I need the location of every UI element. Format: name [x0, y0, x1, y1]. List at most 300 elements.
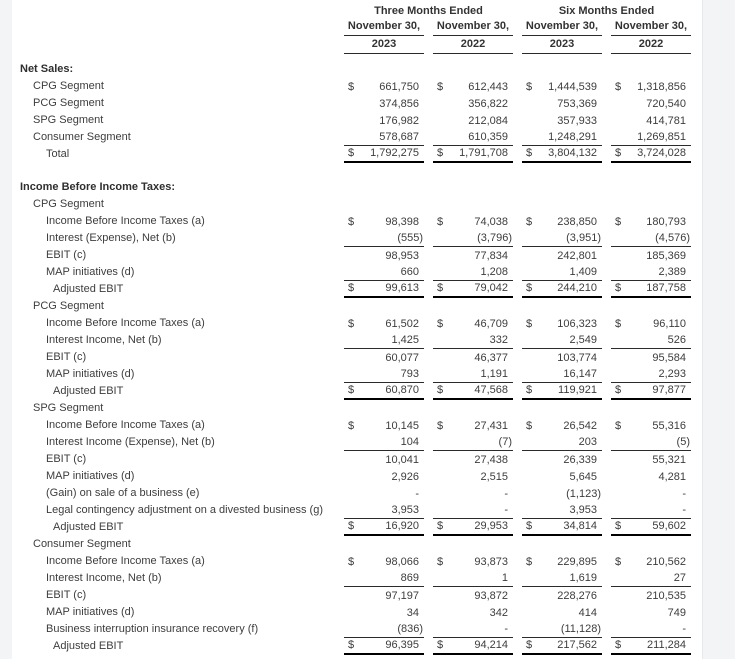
- value-cell: [433, 536, 513, 553]
- cell-value: 106,323: [557, 318, 597, 330]
- value-cell: [344, 112, 424, 129]
- value-cell: [522, 536, 602, 553]
- value-cell: [433, 621, 513, 638]
- table-row: [20, 587, 691, 604]
- cell-value: 93,873: [474, 556, 508, 568]
- currency-symbol: $: [437, 384, 444, 396]
- cell-value: (7): [498, 436, 512, 448]
- value-cell: [433, 587, 513, 604]
- value-cell: [611, 281, 691, 298]
- table-row: [20, 434, 691, 451]
- value-cell: [522, 485, 602, 502]
- value-cell: [522, 638, 602, 655]
- row-label: EBIT (c): [46, 249, 87, 261]
- table-row: [20, 638, 691, 655]
- currency-symbol: $: [437, 216, 444, 228]
- cell-value: -: [682, 623, 686, 635]
- row-label: Total: [46, 148, 70, 160]
- cell-value: 356,822: [468, 98, 508, 110]
- value-cell: [522, 587, 602, 604]
- value-cell: [433, 570, 513, 587]
- row-label: CPG Segment: [33, 80, 104, 92]
- table-row: [20, 112, 691, 129]
- currency-symbol: $: [526, 216, 533, 228]
- row-label: Income Before Income Taxes (a): [46, 317, 205, 329]
- value-cell: [344, 281, 424, 298]
- value-cell: [344, 61, 424, 78]
- currency-symbol: $: [615, 216, 622, 228]
- table-row: [20, 281, 691, 298]
- row-label: Income Before Income Taxes (a): [46, 215, 205, 227]
- section-heading-row: [20, 179, 691, 196]
- column-group-row: [20, 4, 691, 18]
- row-label: Income Before Income Taxes (a): [46, 419, 205, 431]
- cell-value: 526: [667, 334, 686, 346]
- cell-value: 93,872: [474, 590, 508, 602]
- currency-symbol: $: [526, 556, 533, 568]
- cell-value: 27,438: [474, 454, 508, 466]
- segment-heading-row: [20, 196, 691, 213]
- value-cell: [433, 451, 513, 468]
- currency-symbol: $: [348, 520, 355, 532]
- cell-value: 98,953: [385, 250, 419, 262]
- cell-value: 1,409: [569, 266, 597, 278]
- value-cell: [611, 621, 691, 638]
- currency-symbol: $: [615, 147, 622, 159]
- cell-value: 59,602: [652, 520, 686, 532]
- value-cell: [611, 264, 691, 281]
- cell-value: 793: [400, 368, 419, 380]
- cell-value: 869: [400, 572, 419, 584]
- value-cell: [611, 112, 691, 129]
- value-cell: [433, 519, 513, 536]
- section-heading-row: [20, 61, 691, 78]
- row-label: Interest Income (Expense), Net (b): [46, 436, 215, 448]
- currency-symbol: $: [348, 384, 355, 396]
- value-cell: [344, 366, 424, 383]
- value-cell: [344, 485, 424, 502]
- value-cell: [522, 604, 602, 621]
- value-cell: [611, 146, 691, 163]
- value-cell: [611, 451, 691, 468]
- cell-value: 1,269,851: [637, 131, 686, 143]
- cell-value: 242,801: [557, 250, 597, 262]
- value-cell: [433, 146, 513, 163]
- value-cell: [522, 383, 602, 400]
- col-header-date-2: November 30,: [433, 18, 513, 36]
- row-label: Income Before Income Taxes:: [20, 181, 176, 193]
- value-cell: [433, 179, 513, 196]
- currency-symbol: $: [348, 216, 355, 228]
- table-row: [20, 485, 691, 502]
- value-cell: [433, 95, 513, 112]
- row-label: MAP initiatives (d): [46, 266, 135, 278]
- cell-value: 228,276: [557, 590, 597, 602]
- row-label: Adjusted EBIT: [53, 283, 124, 295]
- value-cell: [522, 247, 602, 264]
- cell-value: 210,562: [646, 556, 686, 568]
- value-cell: [522, 196, 602, 213]
- table-row: [20, 519, 691, 536]
- cell-value: 3,953: [391, 504, 419, 516]
- value-cell: [344, 230, 424, 247]
- cell-value: 47,568: [474, 384, 508, 396]
- value-cell: [344, 536, 424, 553]
- col-header-date-4: November 30,: [611, 18, 691, 36]
- value-cell: [611, 434, 691, 451]
- currency-symbol: $: [437, 282, 444, 294]
- col-group-three-months-ended: Three Months Ended: [374, 5, 483, 17]
- value-cell: [433, 553, 513, 570]
- table-row: [20, 502, 691, 519]
- cell-value: 414,781: [646, 115, 686, 127]
- table-row: [20, 621, 691, 638]
- col-header-year-2: 2022: [433, 36, 513, 54]
- value-cell: [611, 349, 691, 366]
- currency-symbol: $: [437, 318, 444, 330]
- value-cell: [522, 349, 602, 366]
- value-cell: [522, 129, 602, 146]
- currency-symbol: $: [615, 318, 622, 330]
- value-cell: [611, 502, 691, 519]
- cell-value: (3,951): [566, 232, 601, 244]
- value-cell: [344, 570, 424, 587]
- cell-value: 29,953: [474, 520, 508, 532]
- row-label: Adjusted EBIT: [53, 385, 124, 397]
- cell-value: 180,793: [646, 216, 686, 228]
- table-row: [20, 553, 691, 570]
- cell-value: 94,214: [474, 639, 508, 651]
- value-cell: [611, 332, 691, 349]
- cell-value: -: [504, 488, 508, 500]
- cell-value: 720,540: [646, 98, 686, 110]
- value-cell: [344, 95, 424, 112]
- cell-value: 212,084: [468, 115, 508, 127]
- value-cell: [433, 196, 513, 213]
- row-label: EBIT (c): [46, 589, 87, 601]
- value-cell: [522, 570, 602, 587]
- currency-symbol: $: [437, 147, 444, 159]
- value-cell: [344, 383, 424, 400]
- cell-value: (836): [397, 623, 423, 635]
- table-row: [20, 349, 691, 366]
- value-cell: [344, 587, 424, 604]
- value-cell: [433, 230, 513, 247]
- currency-symbol: $: [526, 420, 533, 432]
- row-label: SPG Segment: [33, 402, 104, 414]
- value-cell: [522, 366, 602, 383]
- cell-value: 203: [578, 436, 597, 448]
- cell-value: 104: [400, 436, 419, 448]
- cell-value: 5,645: [569, 471, 597, 483]
- currency-symbol: $: [437, 81, 444, 93]
- value-cell: [522, 502, 602, 519]
- value-cell: [344, 400, 424, 417]
- row-label: Legal contingency adjustment on a divested business (g): [46, 504, 324, 516]
- cell-value: 176,982: [379, 115, 419, 127]
- cell-value: 578,687: [379, 131, 419, 143]
- column-year-row: [20, 36, 691, 54]
- value-cell: [522, 95, 602, 112]
- value-cell: [611, 298, 691, 315]
- cell-value: (1,123): [566, 488, 601, 500]
- table-row: [20, 451, 691, 468]
- value-cell: [611, 417, 691, 434]
- row-label: Income Before Income Taxes (a): [46, 555, 205, 567]
- value-cell: [433, 383, 513, 400]
- cell-value: 97,197: [385, 590, 419, 602]
- currency-symbol: $: [437, 556, 444, 568]
- cell-value: -: [504, 623, 508, 635]
- row-label: MAP initiatives (d): [46, 470, 135, 482]
- cell-value: 342: [489, 607, 508, 619]
- cell-value: 74,038: [474, 216, 508, 228]
- value-cell: [522, 78, 602, 95]
- financial-statement-page: [12, 0, 703, 659]
- cell-value: 332: [489, 334, 508, 346]
- cell-value: 98,398: [385, 216, 419, 228]
- cell-value: 34,814: [563, 520, 597, 532]
- cell-value: 96,110: [653, 318, 686, 330]
- cell-value: 210,535: [646, 590, 686, 602]
- currency-symbol: $: [526, 81, 533, 93]
- value-cell: [522, 281, 602, 298]
- cell-value: 1,425: [391, 334, 419, 346]
- value-cell: [522, 112, 602, 129]
- cell-value: (5): [676, 436, 690, 448]
- cell-value: 96,395: [385, 639, 419, 651]
- currency-symbol: $: [348, 556, 355, 568]
- value-cell: [522, 553, 602, 570]
- currency-symbol: $: [615, 639, 622, 651]
- value-cell: [522, 621, 602, 638]
- row-label: Consumer Segment: [33, 538, 131, 550]
- table-row: [20, 468, 691, 485]
- cell-value: 10,145: [385, 420, 419, 432]
- value-cell: [344, 434, 424, 451]
- cell-value: 77,834: [474, 250, 508, 262]
- cell-value: 1,191: [480, 368, 508, 380]
- value-cell: [344, 129, 424, 146]
- cell-value: 1,792,275: [370, 147, 419, 159]
- value-cell: [344, 78, 424, 95]
- value-cell: [611, 536, 691, 553]
- cell-value: 26,542: [563, 420, 597, 432]
- table-row: [20, 417, 691, 434]
- cell-value: 16,147: [563, 368, 597, 380]
- cell-value: (4,576): [655, 232, 690, 244]
- value-cell: [522, 519, 602, 536]
- cell-value: 610,359: [468, 131, 508, 143]
- value-cell: [344, 247, 424, 264]
- table-row: [20, 78, 691, 95]
- value-cell: [344, 519, 424, 536]
- value-cell: [344, 638, 424, 655]
- value-cell: [433, 129, 513, 146]
- cell-value: 27: [673, 572, 686, 584]
- value-cell: [433, 264, 513, 281]
- cell-value: 60,077: [385, 352, 419, 364]
- cell-value: 244,210: [557, 282, 597, 294]
- segment-heading-row: [20, 536, 691, 553]
- cell-value: 1,208: [480, 266, 508, 278]
- value-cell: [433, 502, 513, 519]
- cell-value: 753,369: [557, 98, 597, 110]
- value-cell: [433, 638, 513, 655]
- value-cell: [611, 213, 691, 230]
- cell-value: 61,502: [385, 318, 419, 330]
- currency-symbol: $: [437, 639, 444, 651]
- currency-symbol: $: [348, 81, 355, 93]
- value-cell: [611, 61, 691, 78]
- table-row: [20, 366, 691, 383]
- value-cell: [344, 502, 424, 519]
- currency-symbol: $: [526, 147, 533, 159]
- value-cell: [433, 78, 513, 95]
- currency-symbol: $: [615, 282, 622, 294]
- cell-value: 2,549: [569, 334, 597, 346]
- cell-value: (3,796): [477, 232, 512, 244]
- segment-heading-row: [20, 298, 691, 315]
- cell-value: -: [682, 488, 686, 500]
- cell-value: 3,724,028: [637, 147, 686, 159]
- row-label: Consumer Segment: [33, 131, 131, 143]
- value-cell: [611, 400, 691, 417]
- value-cell: [522, 332, 602, 349]
- row-label: CPG Segment: [33, 198, 104, 210]
- cell-value: 1,318,856: [637, 81, 686, 93]
- currency-symbol: $: [526, 384, 533, 396]
- row-label: Interest (Expense), Net (b): [46, 232, 176, 244]
- value-cell: [344, 468, 424, 485]
- cell-value: 211,284: [647, 639, 686, 651]
- cell-value: 60,870: [385, 384, 419, 396]
- cell-value: 46,709: [474, 318, 508, 330]
- cell-value: 2,926: [391, 471, 419, 483]
- row-label: Interest Income, Net (b): [46, 334, 162, 346]
- cell-value: 1,619: [569, 572, 597, 584]
- table-row: [20, 264, 691, 281]
- value-cell: [344, 332, 424, 349]
- cell-value: 2,389: [658, 266, 686, 278]
- cell-value: 55,316: [652, 420, 686, 432]
- value-cell: [522, 264, 602, 281]
- cell-value: 1,444,539: [548, 81, 597, 93]
- value-cell: [611, 519, 691, 536]
- table-header: [20, 4, 691, 54]
- cell-value: -: [682, 504, 686, 516]
- row-label: PCG Segment: [33, 97, 104, 109]
- cell-value: 217,562: [557, 639, 597, 651]
- value-cell: [611, 366, 691, 383]
- value-cell: [611, 196, 691, 213]
- value-cell: [433, 604, 513, 621]
- cell-value: 4,281: [658, 471, 686, 483]
- table-row: [20, 383, 691, 400]
- value-cell: [522, 315, 602, 332]
- currency-symbol: $: [437, 420, 444, 432]
- currency-symbol: $: [526, 520, 533, 532]
- cell-value: 612,443: [468, 81, 508, 93]
- table-body: [20, 61, 691, 655]
- cell-value: 26,339: [563, 454, 597, 466]
- value-cell: [522, 298, 602, 315]
- value-cell: [611, 230, 691, 247]
- value-cell: [433, 247, 513, 264]
- cell-value: -: [415, 488, 419, 500]
- value-cell: [433, 213, 513, 230]
- value-cell: [522, 213, 602, 230]
- value-cell: [344, 179, 424, 196]
- value-cell: [433, 349, 513, 366]
- value-cell: [344, 196, 424, 213]
- value-cell: [611, 315, 691, 332]
- row-label: MAP initiatives (d): [46, 368, 135, 380]
- value-cell: [433, 332, 513, 349]
- col-header-date-1: November 30,: [344, 18, 424, 36]
- cell-value: 749: [667, 607, 686, 619]
- value-cell: [522, 400, 602, 417]
- value-cell: [611, 78, 691, 95]
- value-cell: [344, 349, 424, 366]
- currency-symbol: $: [348, 147, 355, 159]
- currency-symbol: $: [348, 318, 355, 330]
- cell-value: 238,850: [557, 216, 597, 228]
- value-cell: [522, 468, 602, 485]
- value-cell: [611, 570, 691, 587]
- table-row: [20, 230, 691, 247]
- value-cell: [344, 315, 424, 332]
- currency-symbol: $: [348, 639, 355, 651]
- col-group-six-months-ended: Six Months Ended: [558, 5, 655, 17]
- cell-value: 27,431: [474, 420, 508, 432]
- value-cell: [344, 298, 424, 315]
- cell-value: 661,750: [379, 81, 419, 93]
- cell-value: 95,584: [652, 352, 686, 364]
- row-label: Adjusted EBIT: [53, 640, 124, 652]
- value-cell: [522, 434, 602, 451]
- value-cell: [522, 146, 602, 163]
- table-row: [20, 332, 691, 349]
- row-label: Business interruption insurance recovery (f): [46, 623, 259, 635]
- cell-value: 1: [501, 572, 508, 584]
- cell-value: 229,895: [557, 556, 597, 568]
- cell-value: 46,377: [474, 352, 508, 364]
- table-row: [20, 604, 691, 621]
- currency-symbol: $: [526, 282, 533, 294]
- col-header-year-3: 2023: [522, 36, 602, 54]
- currency-symbol: $: [348, 420, 355, 432]
- cell-value: 103,774: [557, 352, 597, 364]
- value-cell: [522, 230, 602, 247]
- cell-value: 2,293: [658, 368, 686, 380]
- cell-value: 1,248,291: [548, 131, 597, 143]
- cell-value: 414: [578, 607, 597, 619]
- cell-value: 55,321: [652, 454, 686, 466]
- cell-value: 2,515: [480, 471, 508, 483]
- row-label: EBIT (c): [46, 453, 87, 465]
- value-cell: [344, 213, 424, 230]
- value-cell: [344, 451, 424, 468]
- row-label: Net Sales:: [20, 63, 74, 75]
- value-cell: [611, 247, 691, 264]
- cell-value: 97,877: [652, 384, 686, 396]
- value-cell: [522, 451, 602, 468]
- value-cell: [433, 366, 513, 383]
- value-cell: [611, 638, 691, 655]
- table-row: [20, 95, 691, 112]
- col-header-year-1: 2023: [344, 36, 424, 54]
